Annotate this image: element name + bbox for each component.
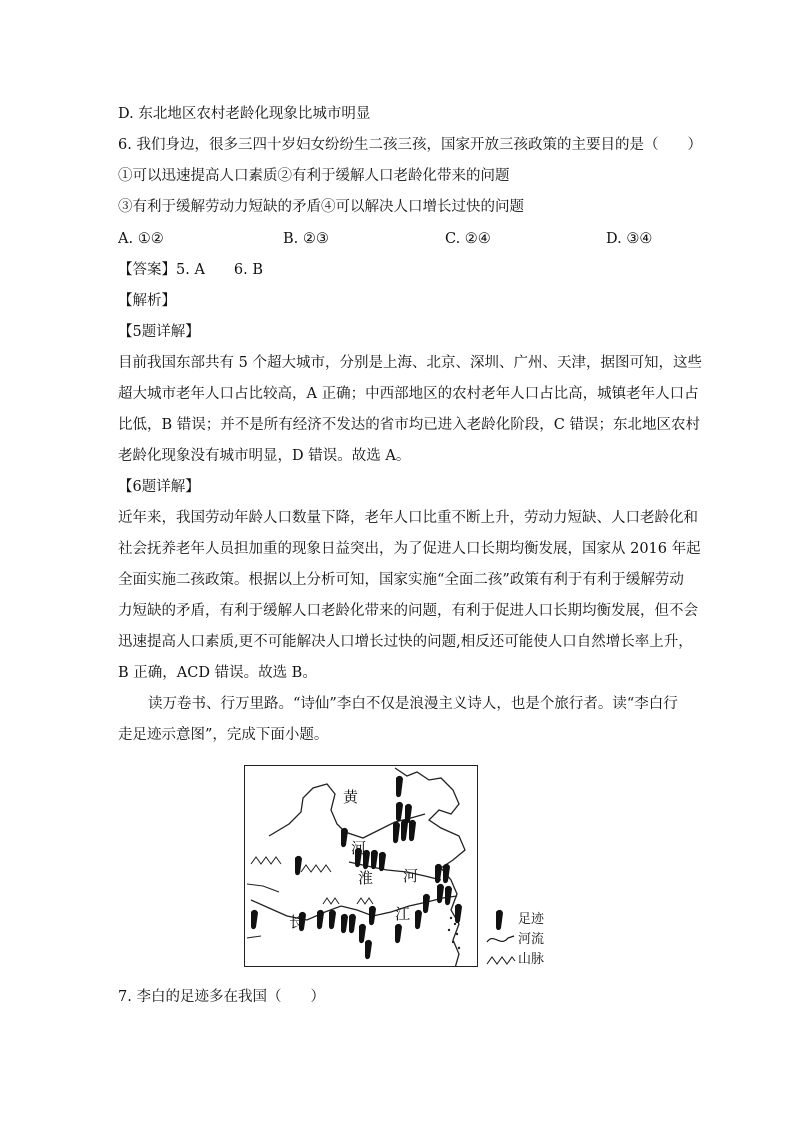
label-jiang: 江 <box>395 905 411 923</box>
footprint-mark <box>395 924 402 943</box>
q5-explanation-line: 比低，B 错误；并不是所有经济不发达的省市均已进入老龄化阶段，C 错误；东北地区农村 <box>118 417 700 433</box>
q6-explanation-line: B 正确，ACD 错误。故选 B。 <box>118 665 317 681</box>
footprint-mark <box>409 820 416 841</box>
footprint-mark <box>349 914 356 933</box>
label-huang: 黄 <box>343 788 359 806</box>
q6-explanation-line: 力短缺的矛盾，有利于缓解人口老龄化带来的问题，有利于促进人口长期均衡发展，但不会 <box>118 603 698 619</box>
q6-explanation-line: 全面实施二孩政策。根据以上分析可知，国家实施“全面二孩”政策有利于有利于缓解劳动 <box>118 572 684 588</box>
label-he-huai: 河 <box>403 867 419 885</box>
footprint-mark <box>443 864 450 883</box>
q6-explanation-line: 社会抚养老年人员担加重的现象日益突出，为了促进人口长期均衡发展，国家从 2016 年起 <box>118 541 701 557</box>
label-chang: 长 <box>289 913 305 931</box>
tributary <box>247 936 261 938</box>
footprint-mark <box>359 924 366 943</box>
footprint-mark <box>341 828 348 847</box>
answer-line: 【答案】5. A 6. B <box>118 262 264 278</box>
label-he-yellow: 河 <box>351 839 367 857</box>
mountain-range <box>301 865 331 872</box>
map-drawing <box>245 766 478 967</box>
footprint-mark <box>423 894 430 913</box>
q6-explanation-line: 近年来，我国劳动年龄人口数量下降，老年人口比重不断上升，劳动力短缺、人口老龄化和 <box>118 510 698 526</box>
legend-river <box>486 930 566 950</box>
footprint-mark <box>455 904 462 923</box>
footprint-mark <box>437 884 444 903</box>
option-c: C. ②④ <box>445 231 491 247</box>
reading-intro-line: 读万卷书、行万里路。“诗仙”李白不仅是浪漫主义诗人，也是个旅行者。读“李白行 <box>148 696 678 712</box>
question-6-stem: 6. 我们身边，很多三四十岁妇女纷纷生二孩三孩，国家开放三孩政策的主要目的是（ ） <box>118 137 702 153</box>
footprint-mark <box>396 776 403 797</box>
legend-footprint <box>486 910 566 930</box>
mountain-range <box>251 857 281 864</box>
footprint-mark <box>435 864 442 883</box>
footprint-mark <box>415 910 422 929</box>
question-7-stem: 7. 李白的足迹多在我国（ ） <box>118 989 325 1005</box>
tributary <box>247 884 279 892</box>
river-icon <box>486 930 516 950</box>
footprint-mark <box>369 906 376 925</box>
label-huai: 淮 <box>358 869 374 887</box>
footprint-mark <box>401 820 408 841</box>
footprint-mark <box>329 910 336 929</box>
analysis-header: 【解析】 <box>118 293 176 309</box>
statement-1-2: ①可以迅速提高人口素质②有利于缓解人口老龄化带来的问题 <box>118 168 510 184</box>
footprint-mark <box>379 852 386 871</box>
option-d: D. ③④ <box>606 231 653 247</box>
footprint-mark <box>396 802 403 821</box>
reading-intro-line: 走足迹示意图”，完成下面小题。 <box>118 727 329 743</box>
q5-explanation-line: 目前我国东部共有 5 个超大城市，分别是上海、北京、深圳、广州、天津，据图可知，这些 <box>118 355 702 371</box>
li-bai-footprint-map <box>244 765 478 967</box>
q5-explanation-line: 超大城市老年人口占比较高，A 正确；中西部地区的农村老年人口占比高，城镇老年人口占 <box>118 386 699 402</box>
q6-detail-header: 【6题详解】 <box>118 479 200 495</box>
legend-mountain-label: 山脉 <box>518 952 545 967</box>
q6-explanation-line: 迅速提高人口素质,更不可能解决人口增长过快的问题,相反还可能使人口自然增长率上升， <box>118 634 693 650</box>
option-b: B. ②③ <box>283 231 329 247</box>
mountain-range <box>357 898 373 904</box>
option-d-q5: D. 东北地区农村老龄化现象比城市明显 <box>118 106 371 122</box>
option-a: A. ①② <box>118 231 164 247</box>
footprint-mark <box>365 940 372 959</box>
footprint-mark <box>393 822 400 843</box>
map-legend <box>486 908 566 974</box>
q5-detail-header: 【5题详解】 <box>118 324 200 340</box>
mountain-range <box>323 898 339 904</box>
footprint-mark <box>371 850 378 869</box>
footprint-mark <box>251 910 258 929</box>
footprint-mark <box>317 910 324 929</box>
footprint-mark <box>445 886 452 905</box>
legend-river-label: 河流 <box>518 932 545 947</box>
legend-footprint-label: 足迹 <box>518 912 545 927</box>
footprint-mark <box>341 914 348 933</box>
mountain-icon <box>486 950 516 970</box>
footprint-icon <box>490 910 510 930</box>
q5-explanation-line: 老龄化现象没有城市明显，D 错误。故选 A。 <box>118 448 411 464</box>
statement-3-4: ③有利于缓解劳动力短缺的矛盾④可以解决人口增长过快的问题 <box>118 199 524 215</box>
legend-mountain <box>486 950 566 970</box>
footprint-mark <box>295 856 302 875</box>
